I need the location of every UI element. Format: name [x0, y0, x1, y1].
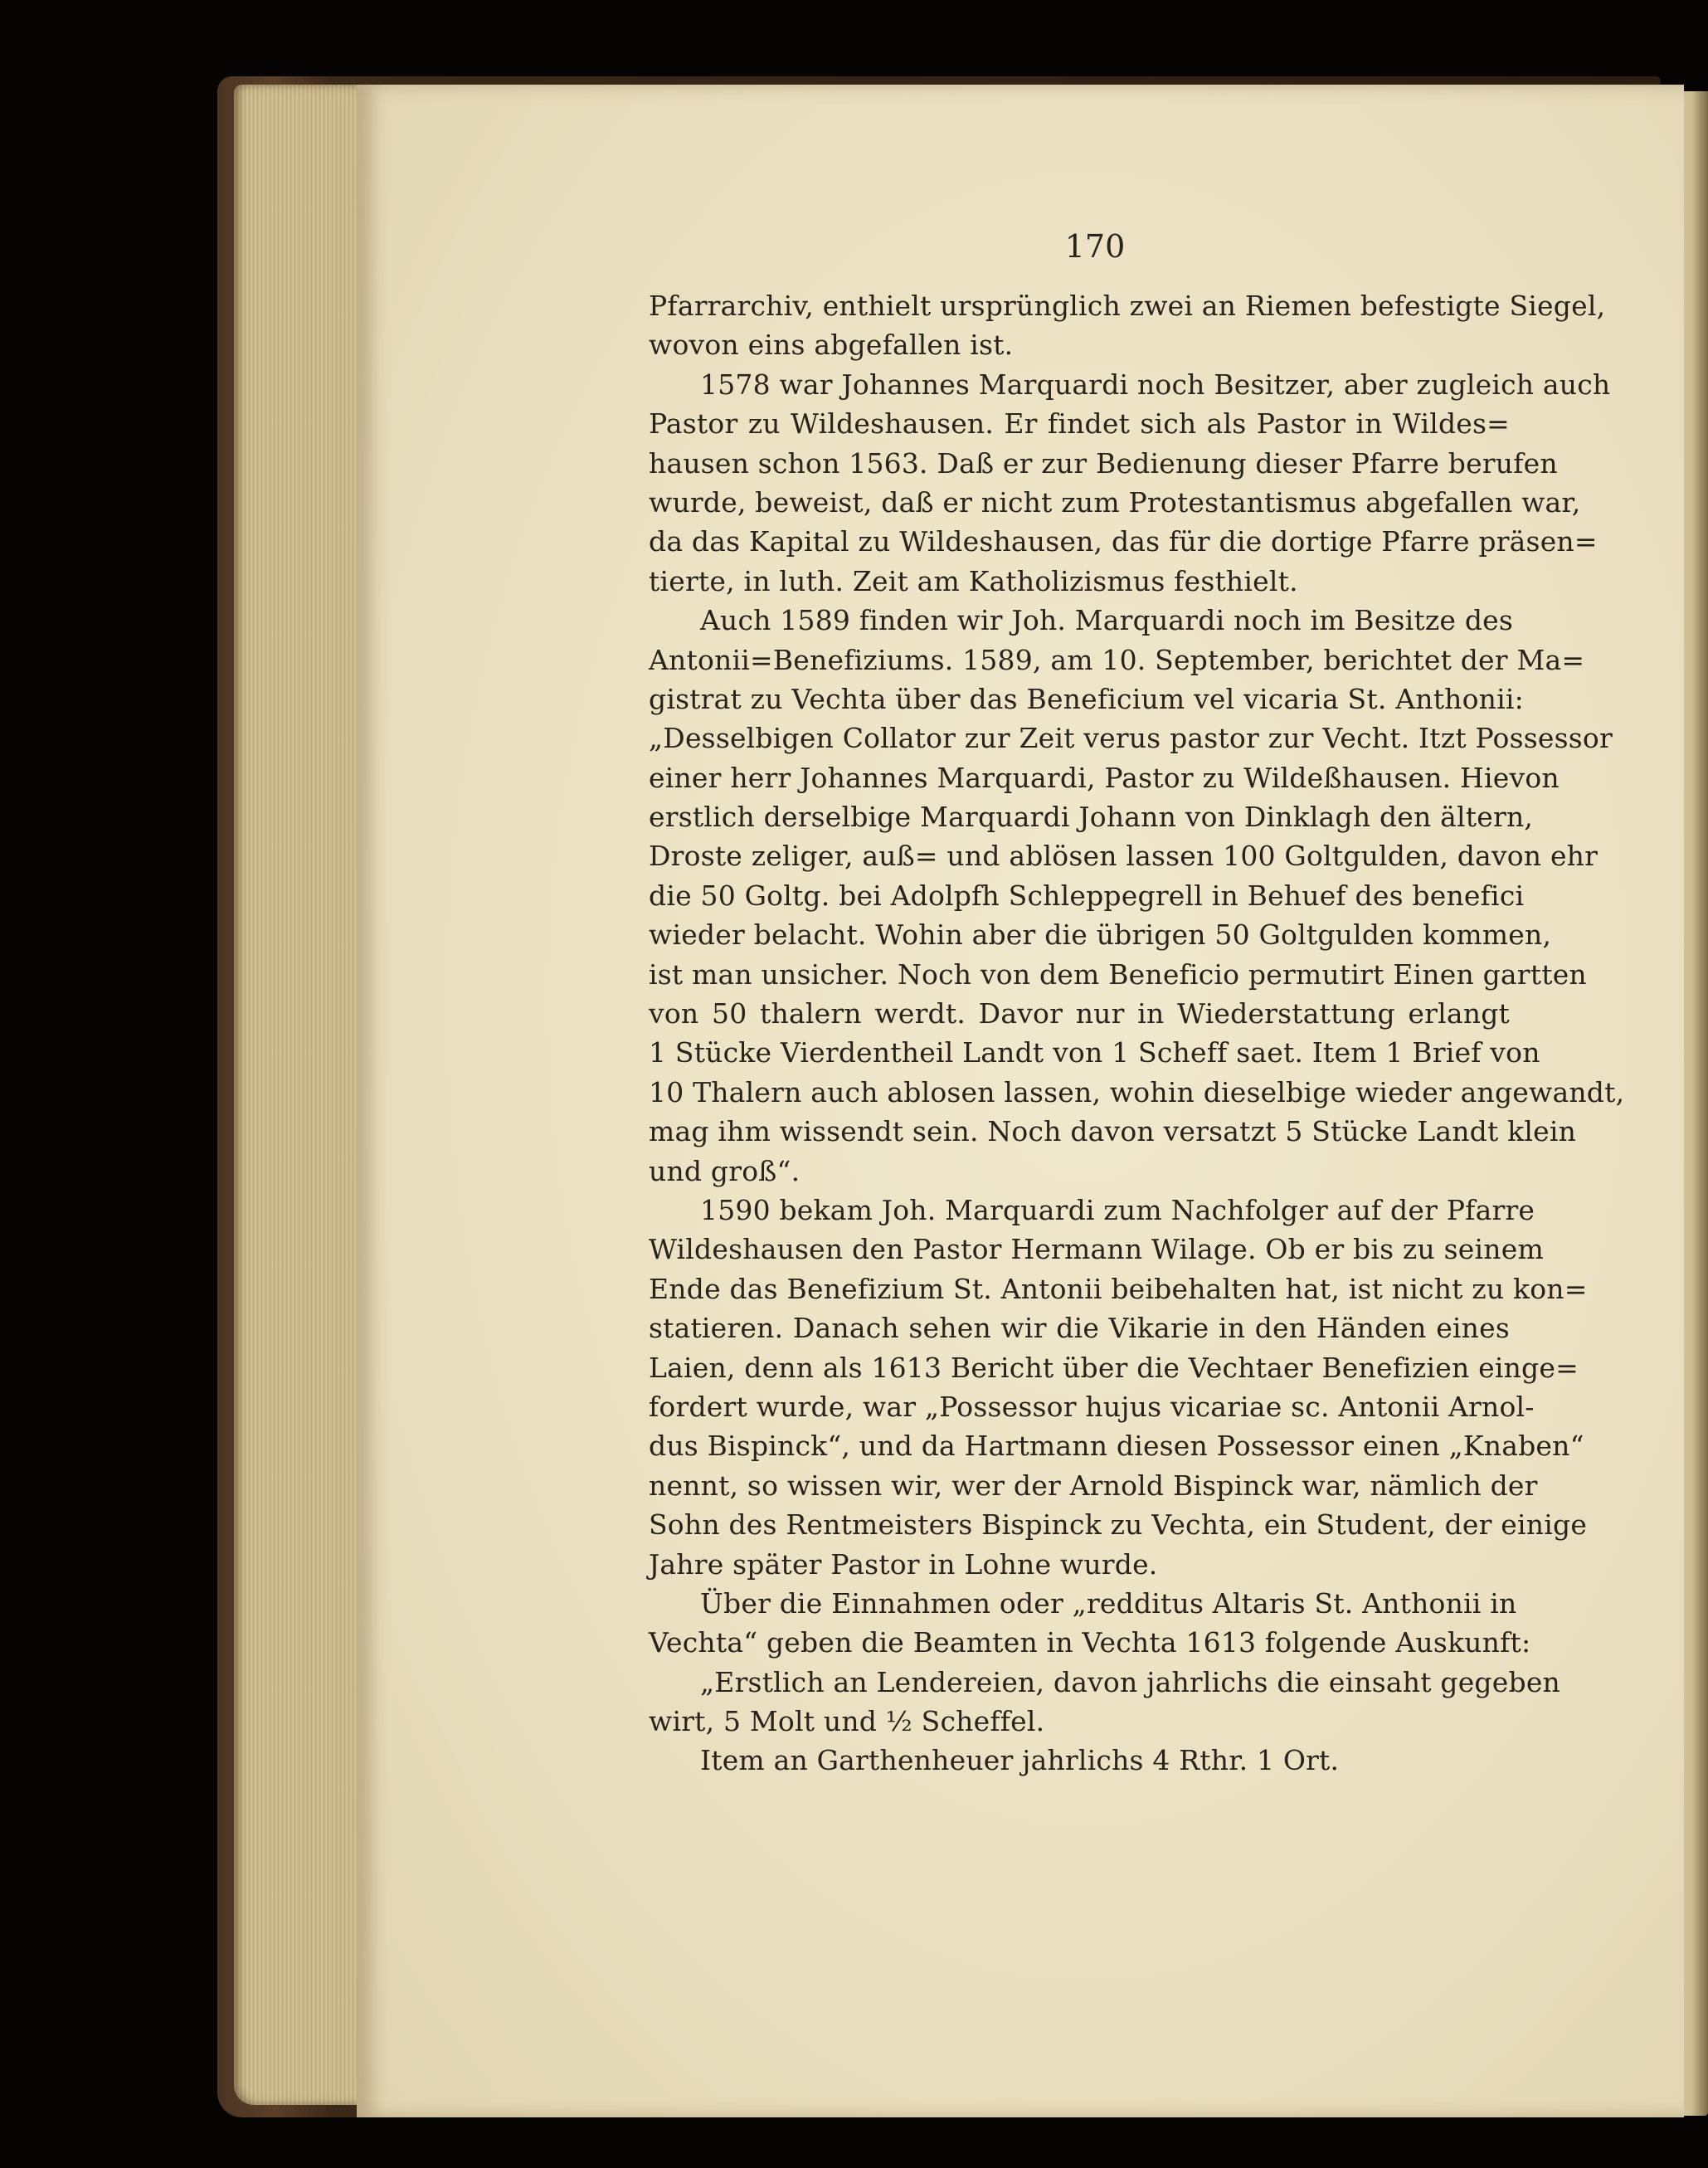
text-line: Laien, denn als 1613 Bericht über die Vechtaer Benefizien einge=: [649, 1351, 1579, 1384]
text-line: statieren. Danach sehen wir die Vikarie in den Händen eines: [649, 1312, 1510, 1345]
text-line: Item an Garthenheuer jahrlichs 4 Rthr. 1 Ort.: [700, 1744, 1340, 1777]
text-line: einer herr Johannes Marquardi, Pastor zu Wildeßhausen. Hievon: [649, 761, 1560, 794]
text-line: 1 Stücke Vierdentheil Landt von 1 Scheff saet. Item 1 Brief von: [649, 1036, 1540, 1069]
text-line: Jahre später Pastor in Lohne wurde.: [649, 1547, 1158, 1581]
text-line: hausen schon 1563. Daß er zur Bedienung dieser Pfarre berufen: [649, 446, 1558, 480]
text-line: Pastor zu Wildeshausen. Er findet sich als Pastor in Wildes=: [649, 407, 1510, 441]
text-line: nennt, so wissen wir, wer der Arnold Bispinck war, nämlich der: [649, 1469, 1538, 1502]
page-block-edges: [234, 85, 367, 2105]
text-line: wovon eins abgefallen ist.: [649, 329, 1014, 362]
text-line: Auch 1589 finden wir Joh. Marquardi noch im Besitze des: [700, 604, 1514, 637]
text-line: gistrat zu Vechta über das Beneficium vel vicaria St. Anthonii:: [649, 682, 1524, 715]
text-line: dus Bispinck“, und da Hartmann diesen Possessor einen „Knaben“: [649, 1430, 1584, 1463]
text-line: Antonii=Benefiziums. 1589, am 10. September, berichtet der Ma=: [649, 643, 1585, 676]
text-line: Sohn des Rentmeisters Bispinck zu Vechta, ein Student, der einige: [649, 1508, 1588, 1542]
page-number: 170: [1064, 228, 1126, 265]
text-line: wurde, beweist, daß er nicht zum Protestantismus abgefallen war,: [649, 485, 1581, 519]
text-line: und groß“.: [649, 1154, 800, 1187]
text-line: tierte, in luth. Zeit am Katholizismus festhielt.: [649, 564, 1298, 597]
text-line: wirt, 5 Molt und ½ Scheffel.: [649, 1705, 1045, 1738]
text-line: Wildeshausen den Pastor Hermann Wilage. Ob er bis zu seinem: [649, 1233, 1544, 1266]
text-line: ist man unsicher. Noch von dem Beneficio permutirt Einen gartten: [649, 957, 1587, 991]
text-line: wieder belacht. Wohin aber die übrigen 50 Goltgulden kommen,: [649, 918, 1552, 952]
text-line: 10 Thalern auch ablosen lassen, wohin dieselbige wieder angewandt,: [649, 1075, 1625, 1108]
text-line: Pfarrarchiv, enthielt ursprünglich zwei an Riemen befestigte Siegel,: [649, 290, 1606, 322]
text-line: mag ihm wissendt sein. Noch davon versatzt 5 Stücke Landt klein: [649, 1115, 1577, 1148]
text-line: die 50 Goltg. bei Adolpfh Schleppegrell in Behuef des benefici: [649, 879, 1525, 912]
text-line: 1578 war Johannes Marquardi noch Besitzer, aber zugleich auch: [700, 368, 1611, 401]
text-line: Vechta“ geben die Beamten in Vechta 1613 folgende Auskunft:: [649, 1626, 1531, 1659]
body-text: [649, 286, 1625, 1781]
text-line: 1590 bekam Joh. Marquardi zum Nachfolger auf der Pfarre: [700, 1193, 1535, 1226]
text-line: von 50 thalern werdt. Davor nur in Wiederstattung erlangt: [649, 997, 1510, 1030]
text-line: Über die Einnahmen oder „redditus Altaris St. Anthonii in: [700, 1586, 1517, 1620]
text-line: Ende das Benefizium St. Antonii beibehalten hat, ist nicht zu kon=: [649, 1272, 1588, 1305]
text-line: „Erstlich an Lendereien, davon jahrlichs die einsaht gegeben: [700, 1665, 1560, 1698]
text-line: da das Kapital zu Wildeshausen, das für die dortige Pfarre präsen=: [649, 525, 1598, 558]
text-line: Droste zeliger, auß= und ablösen lassen 100 Goltgulden, davon ehr: [649, 840, 1599, 873]
text-line: „Desselbigen Collator zur Zeit verus pastor zur Vecht. Itzt Possessor: [649, 722, 1613, 755]
text-line: fordert wurde, war „Possessor hujus vicariae sc. Antonii Arnol-: [649, 1390, 1535, 1423]
text-line: erstlich derselbige Marquardi Johann von Dinklagh den ältern,: [649, 801, 1534, 834]
